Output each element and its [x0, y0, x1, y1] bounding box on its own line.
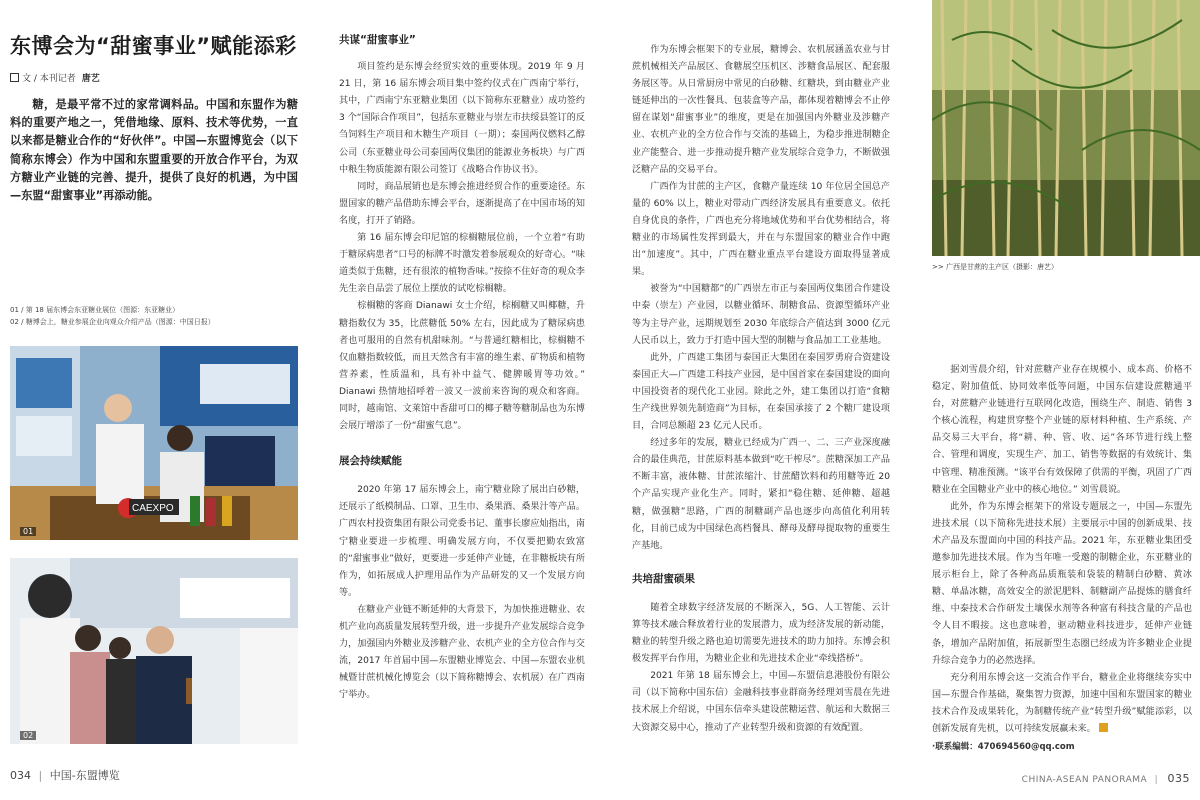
col3-para-5: 经过多年的发展，糖业已经成为广西一、二、三产业深度融合的最佳典范，甘蔗原料基本做到“吃干榨尽”。蔗糖深加工产品不断丰富，液体糖、甘蔗浓缩汁、甘蔗醋饮料和药用糖等近 20 个产品实现产业化生产。同时，紧扣“稳住糖、延伸糖、超越糖，做强糖”思路，广西的制糖副产品也逐步向高值化利用转化，目前已成为中国绿色高档餐具、酵母及酵母提取物的重要生产基地。	[632, 438, 890, 551]
col4-para-3	[932, 670, 1192, 738]
col3-para-1: 作为东博会框架下的专业展，糖博会、农机展涵盖农业与甘蔗机械相关产品展区、食糖展空压机区、涉糖食品展区、配套服务展区等。从日常厨房中常见的白砂糖、红糖块，到由糖业产业链延伸出的一次性餐具、包装盒等产品，都体现着糖博会不止停留在谋划“甜蜜事业”的维度，更是在加强国内外糖业及涉糖产业、农机产业的全方位合作与交流的基础上，为稳步推进制糖企业产能整合、进一步推动提升糖产业发展综合竞争力，不断做强泛糖产品的交易平台。	[632, 45, 890, 175]
footer-right: CHINA-ASEAN PANORAMA | 035	[1021, 772, 1190, 785]
magazine-name-cn: 中国-东盟博览	[49, 769, 120, 782]
col3-para-6: 随着全球数字经济发展的不断深入，5G、人工智能、云计算等技术融合释放着行业的发展潜力，成为经济发展的新动能，糖业的转型升级之路也迫切需要先进技术的助力加持。东博会积极发挥平台作用，为糖业企业和先进技术企业“牵线搭桥”。	[632, 602, 890, 665]
section-heading-3: 共培甜蜜硕果	[632, 572, 695, 585]
section-heading-1: 共谋“甜蜜事业”	[339, 34, 416, 46]
photo-01-number: 01	[20, 527, 36, 536]
right-photo-caption: >> 广西是甘蔗的主产区（摄影：唐艺）	[932, 263, 1058, 271]
col2-para-1: 项目签约是东博会经贸实效的重要体现。2019 年 9 月 21 日，第 16 届东博会项目集中签约仪式在广西南宁举行，其中，广西南宁东亚糖业集团（以下简称东亚糖业）成功签约 3 个“国际合作项目”，包括东亚糖业与崇左市扶绥县签订的反刍饲料生产项目和木糖生产项目（一期）；泰国两仪燃料乙醇公司（东亚糖业母公司泰国两仪集团的能源业务板块）与广西中粮生物质能源有限公司签订《战略合作协议书》。	[339, 62, 585, 175]
col3-para-3: 被誉为“中国糖都”的广西崇左市正与泰国两仪集团合作建设中泰（崇左）产业园，以糖业循环、制糖食品、资源型循环产业等为主导产业，远期规划至 2030 年底综合产值达到 3000 亿元人民币以上，致力于打造中国大型的制糖与食品加工工业基地。	[632, 284, 890, 346]
col2-para-5: 2020 年第 17 届东博会上，南宁糖业除了展出白砂糖，还展示了纸模制品、口罩、卫生巾、桑果酒、桑果汁等产品。广西农村投资集团有限公司党委书记、董事长廖应灿指出，南宁糖业要进一步梳理、明确发展方向，不仅要把勤农致富的“甜蜜事业”做好，更要进一步延伸产业链，在非糖板块有所作为，如拓展成人护理用品作为产品研发的又一个发展方向等。	[339, 485, 585, 598]
magazine-name-en: CHINA-ASEAN PANORAMA	[1021, 775, 1148, 785]
caexpo-sign-text: CAEXPO	[132, 503, 174, 514]
author-name: 唐艺	[81, 74, 100, 84]
col3-para-2: 广西作为甘蔗的主产区，食糖产量连续 10 年位居全国总产量的 60% 以上，糖业对带动广西经济发展具有重要意义。依托自身优良的条件，广西也充分将地域优势和平台优势相结合，将糖业的市场属性发挥到最大，并在与东盟国家的糖业合作中跑出“加速度”。其中，广西在糖业重点平台建设方面取得显著成果。	[632, 181, 890, 278]
page-number-right: 035	[1167, 772, 1190, 785]
photo-02-number: 02	[20, 731, 36, 740]
col4-para-3-text: 充分利用东博会这一交流合作平台，糖业企业将继续夯实中国—东盟合作基础，聚集智力资源，加速中国和东盟国家的糖业技术合作及成果转化，为制糖传统产业“转型升级”赋能添彩，以创新发展育先机，以可持续发展赢未来。	[932, 672, 1192, 734]
footer-left: 034 | 中国-东盟博览	[10, 769, 120, 782]
col2-para-2: 同时，商品展销也是东博会推进经贸合作的重要途径。东盟国家的糖产品借助东博会平台，逐渐提高了在中国市场的知名度，打开了销路。	[339, 181, 585, 226]
col2-para-6: 在糖业产业链不断延伸的大背景下，为加快推进糖业、农机产业向高质量发展转型升级，进一步提升产业发展综合竞争力，加强国内外糖业及涉糖产业、农机产业的全方位合作与交流，2017 年首届中国—东盟糖业博览会、中国—东盟农业机械暨甘蔗机械化博览会（以下简称糖博会、农机展）在广西南宁举办。	[339, 604, 585, 701]
photo-01	[10, 346, 298, 540]
byline-prefix: 文 / 本刊记者	[22, 74, 76, 84]
column-2	[339, 32, 585, 704]
col4-para-2: 此外，作为东博会框架下的常设专题展之一，中国—东盟先进技术展（以下简称先进技术展）主要展示中国的创新成果、技术产品及东盟面向中国的科技产品。2021 年，东亚糖业集团受邀参加先进技术展。作为当年唯一受邀的制糖企业，东亚糖业的展示柜台上，除了各种高品质瓶装和袋装的精制白砂糖、黄冰糖、单晶冰糖，高效安全的淤泥肥料、制糖副产品提炼的膳食纤维、中泰技术合作研发土壤保水剂等各种富有科技含量的产品也令人目不暇接。这也意味着，驱动糖业科技进步，延伸产业链条，增加产品附加值，拓展新型生态圈已经成为许多糖业企业提升综合竞争力的必然选择。	[932, 501, 1192, 666]
col2-para-3: 第 16 届东博会印尼馆的棕榈糖展位前，一个立着“有助于糖尿病患者”口号的标牌不时激发着参展观众的好奇心。“味道类似于焦糖，还有很浓的植物香味。”按捺不住好奇的观众李先生亲自品尝了展位上摆放的试吃棕榈糖。	[339, 233, 585, 295]
lead-paragraph: 糖，是最平常不过的家常调料品。中国和东盟作为糖料的重要产地之一，凭借地缘、原料、技术等优势，一直以来都是糖业合作的“好伙伴”。中国—东盟博览会（以下简称东博会）作为中国和东盟重要的开放合作平台，为双方糖业产业链的完善、提升，提供了良好的机遇，为中国—东盟“甜蜜事业”再添动能。	[10, 98, 298, 203]
sugarcane-photo	[932, 0, 1200, 256]
byline	[10, 71, 100, 84]
caption-02: 02 / 糖博会上，糖业参展企业向观众介绍产品（图源：中国日报）	[10, 318, 215, 326]
photo-captions	[10, 304, 300, 328]
contact-editor: ·联系编辑：470694560@qq.com	[932, 742, 1075, 752]
col2-para-4: 棕榈糖的客商 Dianawi 女士介绍，棕榈糖又叫椰糖，升糖指数仅为 35，比蔗糖低 50% 左右，因此成为了糖尿病患者也可服用的自然有机甜味剂。“与普通红糖相比，棕榈糖不仅血糖指数较低，而且天然含有丰富的维生素、矿物质和植物营养素，性质温和，具有补中益气、健脾暖胃等功效。” Dianawi 热情地招呼着一波又一波前来咨询的观众和客商。同时，越南馆、文莱馆中香甜可口的椰子糖等糖制品也为东博会展厅增添了一份“甜蜜气息”。	[339, 301, 585, 432]
photo-02	[10, 558, 298, 744]
col4-para-1: 据刘雪晨介绍，针对蔗糖产业存在规模小、成本高、价格不稳定、附加值低、协同效率低等问题，中国东信建设蔗糖通平台，对蔗糖产业链进行互联网化改造，围绕生产、制造、销售 3 个核心流程，构建贯穿整个产业链的原材料种植、生产系统、产品交易三大平台，将“耕、种、管、收、运”各环节进行线上整合、管理和调度，实现生产、加工、销售等数据的有效统计、集中管理、精准预测。“该平台有效保障了供需的平衡，巩固了广西糖业在全国糖业产业中的核心地位。” 刘雪晨说。	[932, 365, 1192, 495]
col3-para-4: 此外，广西建工集团与泰国正大集团在泰国罗勇府合资建设泰国正大—广西建工科技产业园，是中国首家在泰国建设的面向中国投资者的现代化工业园。除此之外，建工集团以打造“食糖生产线世界领先制造商”为目标，在泰国承接了 2 个糖厂建设项目，合同总额超 23 亿元人民币。	[632, 352, 890, 432]
column-4	[932, 362, 1192, 738]
section-heading-2: 展会持续赋能	[339, 455, 402, 468]
byline-box-icon	[10, 73, 19, 82]
caption-01: 01 / 第 18 届东博会东亚糖业展位（图源：东亚糖业）	[10, 306, 180, 314]
col3-para-7: 2021 年第 18 届东博会上，中国—东盟信息港股份有限公司（以下简称中国东信）金融科技事业群商务经理刘雪晨在先进技术展上介绍说，中国东信牵头建设蔗糖运营、航运和大数据三大资源交易中心，推动了产业转型升级和资源的有效配置。	[632, 671, 890, 733]
page-number-left: 034	[10, 769, 31, 782]
article-title: 东博会为“甜蜜事业”赋能添彩	[10, 34, 297, 58]
column-3	[632, 42, 890, 737]
end-mark-icon	[1099, 723, 1108, 732]
